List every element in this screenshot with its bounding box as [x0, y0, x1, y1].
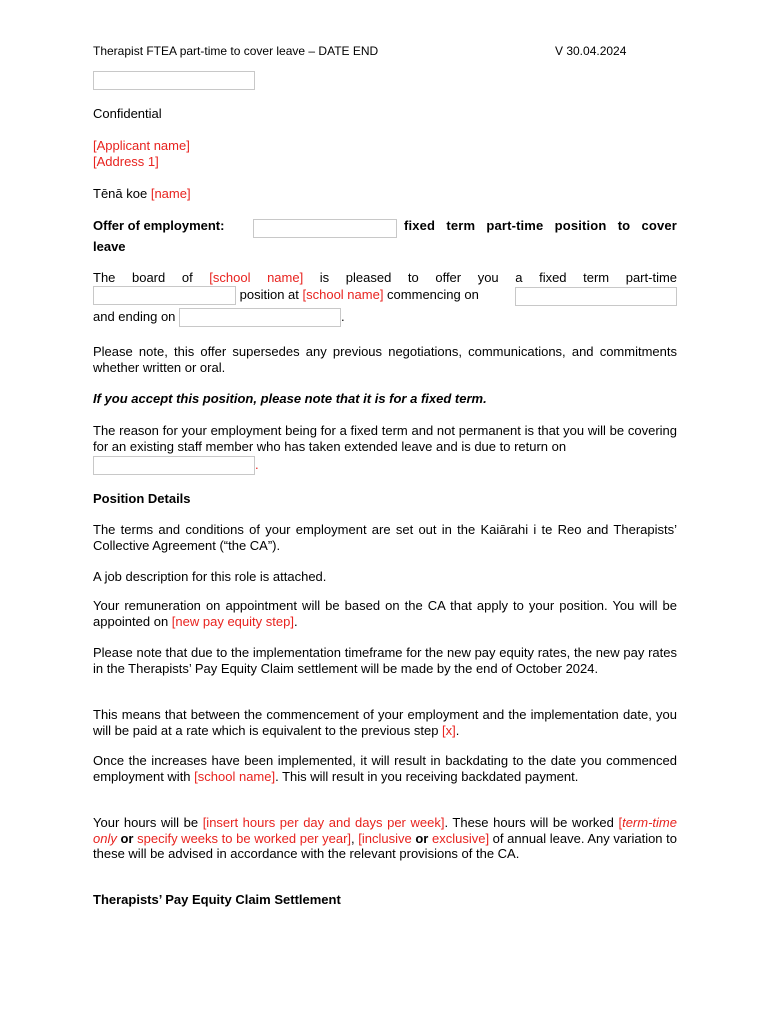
- remuneration-text-2: .: [293, 613, 298, 629]
- between-paragraph: [93, 707, 677, 738]
- settlement-heading: Therapists’ Pay Equity Claim Settlement: [93, 892, 341, 907]
- hours-open-bracket: [: [618, 815, 623, 830]
- hours-text-2: . These hours will be worked: [444, 815, 619, 830]
- board-para-line1: [93, 270, 677, 286]
- offer-heading: [93, 218, 677, 238]
- position-title-field[interactable]: [253, 219, 397, 238]
- header-version: V 30.04.2024: [555, 44, 627, 58]
- between-step: [x]: [442, 722, 456, 738]
- terms-paragraph: The terms and conditions of your employment are set out in the Kaiārahi i te Reo and Therapists’ Collective Agreement (“the CA”).: [93, 522, 677, 553]
- offer-heading-part3: leave: [93, 239, 126, 254]
- board-school-2: [school name]: [302, 286, 384, 302]
- board-text-3: position at: [236, 286, 303, 302]
- applicant-name: [Applicant name]: [93, 138, 190, 153]
- header-title: Therapist FTEA part-time to cover leave – DATE END: [93, 44, 379, 58]
- between-text-1: This means that between the commencement of your employment and the implementation date, you will be paid at a rate which is equivalent to the previous step: [93, 707, 677, 738]
- offer-heading-part2: fixed term part-time position to cover: [404, 218, 677, 233]
- applicant-address: [Address 1]: [93, 154, 159, 169]
- page-header: [93, 44, 677, 58]
- increases-text-2: . This will result in you receiving backdated payment.: [275, 768, 579, 784]
- start-date-field[interactable]: [515, 287, 677, 306]
- board-text-1: The board of: [93, 270, 210, 285]
- hours-inclusive: [inclusive: [358, 830, 416, 846]
- timeframe-paragraph: Please note that due to the implementation timeframe for the new pay equity rates, the new pay rates in the Therapists’ Pay Equity Claim settlement will be made by the end of October 2024.: [93, 645, 677, 676]
- greeting-text: Tēnā koe: [93, 186, 151, 201]
- hours-term-time: term-time only: [93, 815, 677, 846]
- hours-text-1: Your hours will be: [93, 815, 203, 830]
- increases-text-1: Once the increases have been implemented, it will result in backdating to the date you commenced employment with: [93, 753, 677, 784]
- offer-heading-part1: Offer of employment:: [93, 218, 225, 233]
- return-date-field[interactable]: [93, 456, 255, 475]
- job-description-paragraph: A job description for this role is attached.: [93, 569, 327, 584]
- reason-paragraph: The reason for your employment being for a fixed term and not permanent is that you will be covering for an existing staff member who has taken extended leave and is due to return on: [93, 423, 677, 454]
- hours-or-1: or: [116, 830, 138, 846]
- board-para-line3: [93, 308, 677, 328]
- remuneration-text-1: Your remuneration on appointment will be based on the CA that apply to your position. You will be appointed on: [93, 598, 677, 629]
- increases-school: [school name]: [194, 768, 276, 784]
- hours-paragraph: [93, 815, 677, 862]
- hours-field[interactable]: [93, 286, 236, 305]
- board-para-line2: [93, 286, 677, 306]
- reason-return-line: [93, 456, 677, 476]
- date-field[interactable]: [93, 71, 255, 90]
- greeting: [93, 186, 677, 202]
- hours-weeks: specify weeks to be worked per year]: [137, 830, 352, 846]
- between-text-2: .: [455, 722, 460, 738]
- hours-comma: ,: [351, 830, 359, 846]
- board-text-2: is pleased to offer you a fixed term part-time: [303, 270, 678, 285]
- board-text-5: and ending on: [93, 308, 180, 324]
- hours-exclusive: exclusive]: [428, 830, 490, 846]
- hours-text-3: of annual leave. Any variation to these will be advised in accordance with the relevant provisions of the CA.: [93, 830, 677, 861]
- fixed-term-notice: If you accept this position, please note that it is for a fixed term.: [93, 391, 487, 406]
- remuneration-step: [new pay equity step]: [171, 613, 294, 629]
- end-date-field[interactable]: [179, 308, 341, 327]
- greeting-name: [name]: [150, 186, 191, 201]
- board-text-4: commencing on: [383, 286, 479, 302]
- hours-or-2: or: [415, 830, 429, 846]
- reason-end: .: [255, 456, 259, 472]
- confidential-label: Confidential: [93, 106, 162, 121]
- increases-paragraph: [93, 753, 677, 784]
- board-school-1: [school name]: [209, 270, 304, 285]
- board-text-6: .: [341, 308, 345, 324]
- hours-placeholder: [insert hours per day and days per week]: [202, 815, 445, 830]
- note-paragraph: Please note, this offer supersedes any previous negotiations, communications, and commitments whether written or oral.: [93, 344, 677, 375]
- remuneration-paragraph: [93, 598, 677, 629]
- position-details-heading: Position Details: [93, 491, 191, 506]
